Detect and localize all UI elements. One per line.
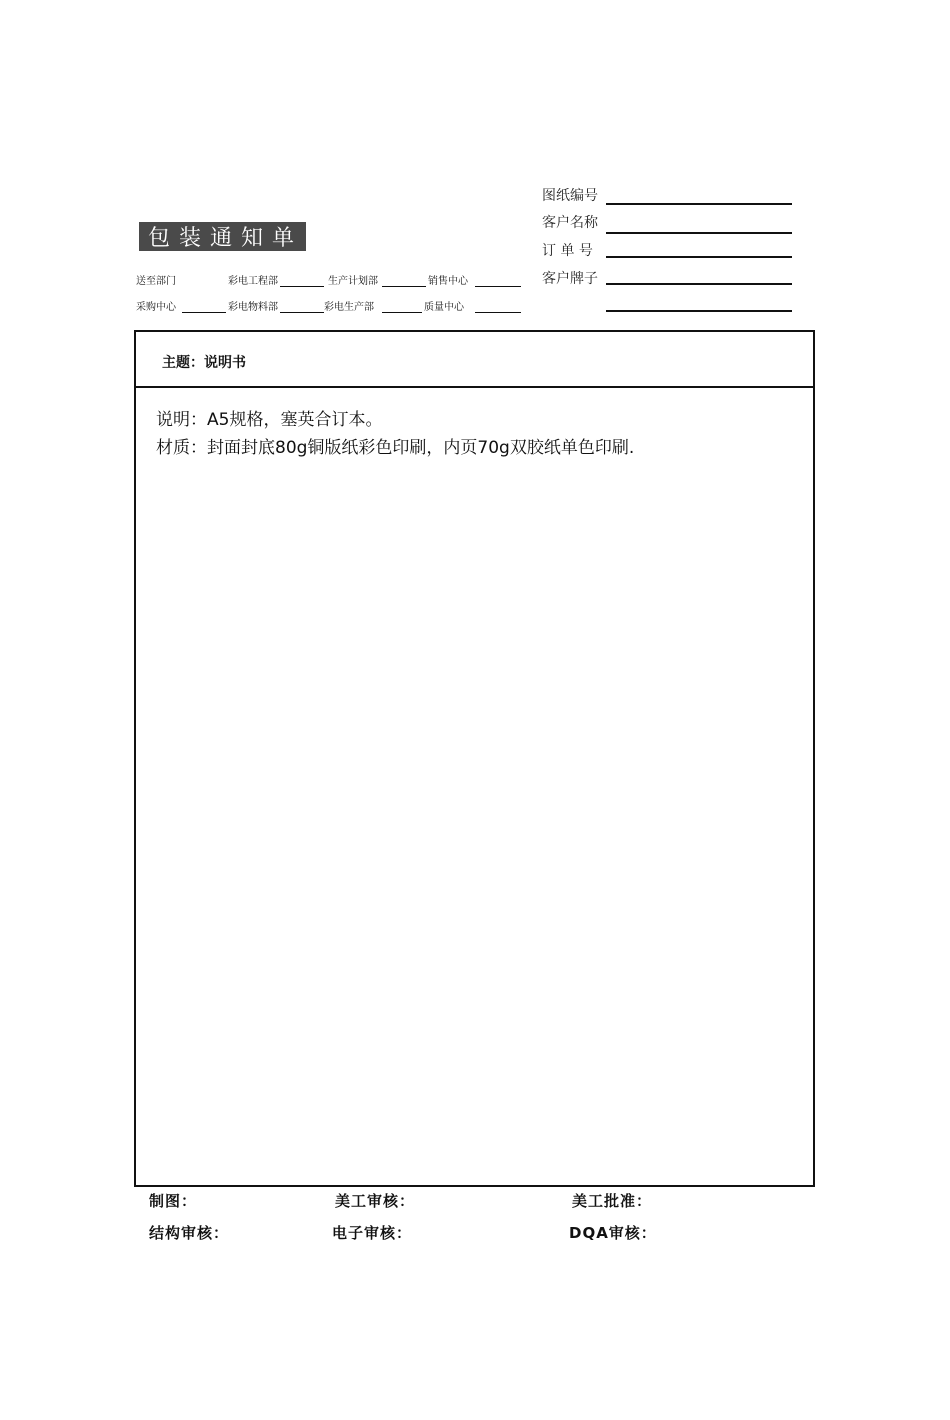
customer-brand-label: 客户牌子 [542, 271, 598, 287]
extra-info-field[interactable] [606, 310, 792, 312]
color-materials-field[interactable] [280, 312, 324, 313]
send-to-label: 送至部门 [136, 276, 176, 287]
drawing-number-label: 图纸编号 [542, 188, 598, 204]
sales-field[interactable] [475, 286, 521, 287]
description-line: 说明：A5规格，塞英合订本。 [156, 410, 383, 430]
purchase-label: 采购中心 [136, 302, 176, 313]
color-eng-field[interactable] [280, 286, 324, 287]
color-production-field[interactable] [382, 312, 422, 313]
subject-line: 主题：说明书 [162, 355, 246, 371]
form-title: 包装通知单 [139, 222, 306, 251]
color-production-label: 彩电生产部 [324, 302, 374, 313]
customer-brand-field[interactable] [606, 283, 792, 285]
production-plan-label: 生产计划部 [328, 276, 378, 287]
drawing-number-field[interactable] [606, 203, 792, 205]
drawing-signature-label: 制图： [149, 1192, 198, 1210]
color-eng-label: 彩电工程部 [228, 276, 278, 287]
content-frame [134, 330, 815, 1187]
customer-name-label: 客户名称 [542, 215, 598, 231]
structure-review-signature-label: 结构审核： [149, 1224, 230, 1242]
material-line: 材质：封面封底80g铜版纸彩色印刷，内页70g双胶纸单色印刷. [156, 438, 635, 458]
customer-name-field[interactable] [606, 232, 792, 234]
order-number-field[interactable] [606, 256, 792, 258]
color-materials-label: 彩电物料部 [228, 302, 278, 313]
order-number-label: 订 单 号 [542, 243, 593, 259]
art-approval-signature-label: 美工批准： [572, 1192, 653, 1210]
art-review-signature-label: 美工审核： [335, 1192, 416, 1210]
electronic-review-signature-label: 电子审核： [332, 1224, 413, 1242]
production-plan-field[interactable] [382, 286, 426, 287]
quality-label: 质量中心 [424, 302, 464, 313]
subject-divider [134, 386, 815, 388]
dqa-review-signature-label: DQA审核： [569, 1224, 657, 1242]
sales-label: 销售中心 [428, 276, 468, 287]
quality-field[interactable] [475, 312, 521, 313]
purchase-field[interactable] [182, 312, 226, 313]
